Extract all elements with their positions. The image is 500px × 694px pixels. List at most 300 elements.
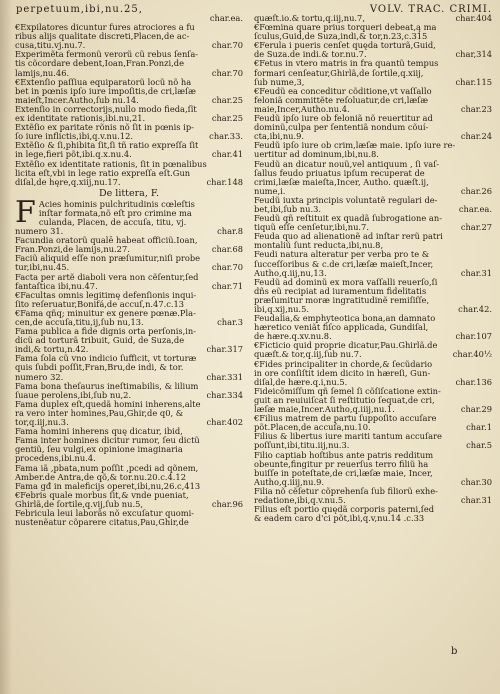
index-line xyxy=(254,241,492,250)
index-entry-reference: char.24 xyxy=(460,132,492,142)
index-entry-reference xyxy=(239,105,243,114)
index-entry-reference xyxy=(488,505,492,514)
index-entry-text: Fama ſola cũ vno indicio ſufficit, vt torturæ xyxy=(15,354,197,364)
index-entry-text: montaliũ ſunt reducta,ibi,nu.8, xyxy=(254,241,384,251)
index-entry-reference: char.ea. xyxy=(458,204,492,214)
index-entry-reference xyxy=(488,414,492,423)
index-entry-reference xyxy=(488,341,492,350)
index-line xyxy=(254,350,492,359)
index-entry-text: Amber.de Antra,de qõ,& tor.nu.20.c.4.12 xyxy=(15,472,186,482)
index-entry-reference xyxy=(488,214,492,223)
index-entry-text: Fran.Ponzi,de lamijs,nu.27. xyxy=(15,245,130,255)
index-line xyxy=(254,205,492,214)
index-line xyxy=(15,354,243,363)
index-entry-text: obeunte,fingitur pr reuerſus terro filiũ ha xyxy=(254,459,429,469)
index-entry-text: Autho,q.iiij,nu.9. xyxy=(254,477,325,487)
index-entry-reference: char.334 xyxy=(206,390,243,400)
index-line xyxy=(15,409,243,418)
index-entry-text: ſo iure inflictis,ibi,q.v.nu.12. xyxy=(15,132,133,142)
index-entry-text: indi,& tortu,n.42. xyxy=(15,345,89,355)
index-entry-reference: char.31 xyxy=(460,268,492,278)
index-line xyxy=(254,196,492,205)
index-entry-text: in ore conſiſtit idem dicito in hæreſi, Gun- xyxy=(254,368,431,378)
index-entry-text: Extẽſio ex identitate rationis, ſit in pœnalibus xyxy=(15,159,207,169)
index-entry-reference xyxy=(488,59,492,68)
index-line xyxy=(254,496,492,505)
index-entry-reference xyxy=(239,382,243,391)
index-entry-reference xyxy=(488,169,492,178)
index-line xyxy=(15,50,243,59)
index-line xyxy=(15,69,243,78)
index-line xyxy=(254,223,492,232)
index-entry-reference: char.26 xyxy=(460,186,492,196)
index-entry-reference xyxy=(239,464,243,473)
index-entry-reference xyxy=(239,491,243,500)
index-line xyxy=(15,160,243,169)
index-entry-text: feloniã committẽte reſoluatur,de cri,læſæ xyxy=(254,95,429,105)
index-entry-text: Extẽſio ex paritate rõnis nõ ſit in pœnis ip- xyxy=(15,123,194,133)
index-entry-reference: char.1 xyxy=(466,423,492,433)
index-line xyxy=(254,50,492,59)
index-entry-reference xyxy=(239,445,243,454)
index-entry-reference xyxy=(239,169,243,178)
index-entry-text: Feudũ ad dominũ ex mora vaſſalli reuerſo,ſi xyxy=(254,277,438,287)
index-entry-reference: char.70 xyxy=(211,68,243,78)
index-entry-reference: char.331 xyxy=(206,372,243,382)
index-entry-text: dñs eũ recipiat ad iuramentum fidelitatis xyxy=(254,286,427,296)
index-line xyxy=(15,78,243,87)
index-entry-text: Feudũ ipſo iure ob feloniã nõ reuertitur ad xyxy=(254,114,433,124)
index-entry-text: ex identitate rationis,ibi.nu,21. xyxy=(15,114,146,124)
index-entry-reference: char.96 xyxy=(211,499,243,509)
index-entry-text: €Fama qñq; minuitur ex genere pœnæ.Pla- xyxy=(15,308,196,318)
index-entry-text: Feudũ ipſo iure ob crim,læſæ maie. ipſo iure re- xyxy=(254,141,456,151)
index-entry-text: læſæ maie,Incer.Autho,q.iiij,nu.1. xyxy=(254,405,395,415)
index-entry-text: põt.Placen,de accuſa,nu.10. xyxy=(254,423,371,433)
index-line xyxy=(254,14,492,23)
index-line xyxy=(254,378,492,387)
index-entry-reference xyxy=(488,287,492,296)
index-entry-reference xyxy=(488,396,492,405)
index-entry-text: Ghirlã,de ſortile,q.vij,ſub nu.5, xyxy=(15,499,144,509)
index-entry-reference xyxy=(239,300,243,309)
index-line xyxy=(254,432,492,441)
index-entry-reference xyxy=(239,78,243,87)
index-entry-text: Filius eſt portio quędã corporis paterni,ſed xyxy=(254,505,435,515)
index-entry-reference xyxy=(239,141,243,150)
right-column-entries xyxy=(254,14,492,523)
index-entry-reference: char.136 xyxy=(455,377,492,387)
index-line xyxy=(254,105,492,114)
index-line xyxy=(254,59,492,68)
index-entry-text: hæretico veniãt fiſco applicada, Gundiſal, xyxy=(254,323,429,333)
index-entry-text: nume,i. xyxy=(254,186,286,196)
index-entry-text: bet in pœnis ipſo iure impoſitis,de cri,læſæ xyxy=(15,86,196,96)
index-entry-text: tiquũ eſſe cenſetur,ibi,nu.7. xyxy=(254,223,369,233)
index-line xyxy=(15,178,243,187)
index-line xyxy=(15,282,243,291)
index-entry-text: nustenẽatur cõparere citatus,Pau,Ghir,de xyxy=(15,518,189,528)
dropcap-line: inſtar formata,nõ eſt pro crimine ma xyxy=(38,208,192,218)
index-line xyxy=(254,405,492,414)
index-entry-reference xyxy=(488,96,492,105)
index-entry-reference xyxy=(488,250,492,259)
index-entry-text: ſub nume,3, xyxy=(254,77,305,87)
index-line xyxy=(254,114,492,123)
index-line xyxy=(15,169,243,178)
index-line xyxy=(254,478,492,487)
index-entry-text: quæſt.io.& tortu,q.iij,nu.7, xyxy=(254,14,365,23)
index-entry-reference xyxy=(488,160,492,169)
index-line xyxy=(254,414,492,423)
index-entry-text: €Ferula i pueris cenſet quęda torturã,Guid, xyxy=(254,41,436,51)
left-column xyxy=(15,14,243,527)
index-line xyxy=(254,423,492,432)
index-line xyxy=(254,123,492,132)
index-entry-reference xyxy=(239,518,243,527)
index-line xyxy=(15,445,243,454)
index-entry-text: dicũ ad torturã tribuit, Guid, de Suza,de xyxy=(15,336,185,346)
index-line xyxy=(15,132,243,141)
index-entry-reference xyxy=(239,354,243,363)
index-line xyxy=(15,327,243,336)
index-line xyxy=(15,509,243,518)
index-entry-text: culanda, Placen, de accuſa, titu, vj. xyxy=(38,217,187,227)
index-line xyxy=(15,150,243,159)
index-entry-reference: char.404 xyxy=(455,14,492,23)
index-entry-reference: char.29 xyxy=(460,405,492,415)
index-entry-text: cusa,titu.vj.nu.7. xyxy=(15,41,86,51)
index-entry-reference xyxy=(239,427,243,436)
index-entry-text: Experimẽta fermonũ verorũ cũ rebus ſenſa- xyxy=(15,50,199,60)
index-line xyxy=(15,400,243,409)
index-entry-text: €Fœmina quare prius torqueri debeat,ą ma xyxy=(254,23,437,33)
index-entry-reference xyxy=(488,323,492,332)
index-line xyxy=(15,363,243,372)
index-entry-text: Fama homini inherens quę dicatur, ibid, xyxy=(15,427,183,437)
index-line xyxy=(254,150,492,159)
index-entry-reference: char.42. xyxy=(458,305,492,314)
index-entry-reference xyxy=(239,336,243,345)
index-entry-reference xyxy=(239,273,243,282)
index-line xyxy=(15,273,243,282)
index-entry-text: cen,de accuſa,titu,ij,ſub nu,13. xyxy=(15,318,144,327)
index-entry-text: fantaſtica ibi,nu.47. xyxy=(15,281,98,291)
index-line xyxy=(254,514,492,523)
index-entry-reference xyxy=(239,32,243,41)
index-entry-reference xyxy=(488,232,492,241)
index-entry-text: €Ficticio quid proprie dicatur,Pau.Ghirlã.de xyxy=(254,341,438,351)
index-entry-reference: char.107 xyxy=(455,332,492,342)
index-entry-reference: char.31 xyxy=(460,495,492,505)
index-entry-reference xyxy=(488,241,492,250)
index-entry-reference xyxy=(488,514,492,523)
index-entry-reference xyxy=(239,436,243,445)
index-line xyxy=(15,318,243,327)
index-line xyxy=(15,23,243,32)
index-entry-text: crimi,læſæ maieſta,Incer, Autho. quæſt.ij, xyxy=(254,177,429,187)
index-entry-reference: char.25 xyxy=(211,95,243,105)
index-entry-reference xyxy=(488,150,492,159)
index-entry-text: €Fetus in vtero matris in fra quantũ tempus xyxy=(254,59,439,69)
index-line xyxy=(15,291,243,300)
index-entry-text: Feudalia,& emphyteotica bona,an damnato xyxy=(254,314,436,324)
index-entry-reference xyxy=(239,23,243,32)
index-entry-reference xyxy=(488,369,492,378)
index-entry-reference xyxy=(488,178,492,187)
index-line xyxy=(15,391,243,400)
index-entry-reference xyxy=(488,314,492,323)
index-entry-text: ſuaue perolens,ibi,ſub nu,2. xyxy=(15,390,132,400)
index-line xyxy=(15,245,243,254)
index-entry-text: €Fides principaliter in chorde,& ſecũdario xyxy=(254,359,433,369)
index-entry-reference: char.71 xyxy=(211,281,243,291)
index-entry-reference: char,314 xyxy=(455,50,492,60)
index-entry-text: buiſſe in poteſtate,de cri,læſæ maie, Incer, xyxy=(254,468,433,478)
index-line xyxy=(15,436,243,445)
index-entry-text: Feudũ an dicatur nouũ,vel antiquum , ſi vaſ- xyxy=(254,159,440,169)
index-line xyxy=(15,336,243,345)
index-entry-text: maie,Incer,Autho.nu.4. xyxy=(254,104,350,114)
index-entry-text: maieſt,Incer.Autho,ſub nu.14. xyxy=(15,95,139,105)
index-line xyxy=(15,382,243,391)
index-entry-text: procedens,ibi.nu.4. xyxy=(15,454,96,464)
index-entry-reference xyxy=(488,41,492,50)
index-entry-reference: char.68 xyxy=(211,245,243,255)
index-line xyxy=(15,41,243,50)
index-entry-text: poſſunt,ibi,titu.iij,nu.3. xyxy=(254,441,350,451)
index-entry-text: gentiũ, ſeu vulgi,ex opinione imaginaria xyxy=(15,445,183,455)
index-entry-text: ſculus,Guid,de Suza,indi,& tor,n.23,c.315 xyxy=(254,32,428,42)
index-entry-text: €Filius matrem de partu ſuppoſito accuſare xyxy=(254,414,437,424)
index-entry-reference xyxy=(488,296,492,305)
section-heading: De littera, F. xyxy=(99,187,159,199)
index-line xyxy=(254,323,492,332)
index-entry-text: ra vero inter homines,Pau,Ghir,de q0, & xyxy=(15,408,184,418)
index-entry-reference xyxy=(239,509,243,518)
index-entry-text: €Feudũ ea conceditur cõditione,vt vaſſallo xyxy=(254,86,432,96)
index-entry-reference xyxy=(488,87,492,96)
index-line xyxy=(15,500,243,509)
index-entry-reference xyxy=(488,114,492,123)
index-entry-reference xyxy=(488,487,492,496)
index-entry-text: dominũ,culpa per ſententiã nondum cõuí- xyxy=(254,123,429,133)
drop-cap-initial: F xyxy=(15,194,36,230)
index-line xyxy=(254,160,492,169)
index-entry-reference xyxy=(488,451,492,460)
left-column-entries-after xyxy=(15,218,243,527)
index-entry-text: diſal,de hære.q.i,nu.5. xyxy=(254,377,348,387)
index-entry-text: Feuda quo ad alienationẽ ad inſtar rerũ patri xyxy=(254,232,443,242)
index-entry-reference: char.5 xyxy=(466,441,492,451)
index-line xyxy=(15,345,243,354)
signature-mark: b xyxy=(451,646,458,657)
index-line xyxy=(15,123,243,132)
index-entry-text: ſito reſeruatur,Bonifá,de accuſ,n.47.c.13 xyxy=(15,299,185,309)
index-entry-reference xyxy=(239,454,243,463)
index-entry-reference: char.ea. xyxy=(209,14,243,23)
running-head-left: perpetuum,ibi,nu.25, xyxy=(16,4,143,15)
index-entry-reference: char.33. xyxy=(209,132,243,142)
index-entry-text: licita eſt,vbi in lege ratio expreſſa eſt.Gun xyxy=(15,168,191,178)
index-line xyxy=(15,236,243,245)
index-line xyxy=(254,460,492,469)
index-line xyxy=(254,23,492,32)
index-entry-reference xyxy=(239,218,243,227)
index-entry-text: guit an reuiuiſcat ſi reſtitutio ſequat,de cri, xyxy=(254,395,435,405)
index-line xyxy=(15,491,243,500)
index-entry-reference xyxy=(488,123,492,132)
index-entry-text: ibi,q.xij,nu.5. xyxy=(254,305,309,314)
index-entry-text: Fama duplex eſt,quedã homini inherens,alte xyxy=(15,399,201,409)
index-entry-text: Fama iã ,pbata,num poſſit ,pcedi ad qõnem, xyxy=(15,463,199,473)
index-line xyxy=(254,441,492,450)
index-entry-reference: char.40½ xyxy=(452,350,492,360)
index-entry-text: Facta per artẽ diaboli vera non cẽſentur,ſed xyxy=(15,272,199,282)
index-line xyxy=(254,278,492,287)
index-entry-reference: char.25 xyxy=(211,114,243,124)
index-entry-reference: char.402 xyxy=(206,418,243,428)
index-line xyxy=(254,232,492,241)
index-entry-text: numero 32. xyxy=(15,372,64,382)
index-entry-text: tis cõcordare debent,Ioan,Fran.Ponzi,de xyxy=(15,59,184,69)
index-line xyxy=(254,332,492,341)
index-entry-reference: char.317 xyxy=(206,345,243,355)
index-entry-reference xyxy=(239,400,243,409)
index-entry-reference: char.8 xyxy=(217,227,243,237)
index-line xyxy=(254,469,492,478)
index-line xyxy=(15,464,243,473)
index-entry-text: diſal,de hęre,q.xiij,nu.17. xyxy=(15,177,121,187)
index-line xyxy=(15,96,243,105)
index-line xyxy=(254,305,492,314)
index-entry-text: Autho,q.iij,nu,13. xyxy=(254,268,327,278)
index-entry-reference: char.23 xyxy=(460,104,492,114)
index-entry-text: Fama gđ in maleficijs operet,ibi,nu,26.c,413 xyxy=(15,481,201,491)
index-line xyxy=(254,505,492,514)
running-head-title: VOLV. TRAC. CRIMI. xyxy=(369,4,492,15)
index-entry-reference xyxy=(239,254,243,263)
index-entry-reference xyxy=(488,360,492,369)
index-entry-text: Fama inter homines dicitur rumor, ſeu dictũ xyxy=(15,436,200,446)
index-line xyxy=(254,32,492,41)
right-column xyxy=(254,14,492,523)
index-line xyxy=(15,141,243,150)
index-entry-text: quæſt.& tor,q.iij,ſub nu.7. xyxy=(254,350,362,360)
index-line xyxy=(15,59,243,68)
index-line xyxy=(254,132,492,141)
index-entry-reference xyxy=(239,327,243,336)
index-entry-reference: char.3 xyxy=(217,318,243,327)
index-entry-reference: char.27 xyxy=(460,223,492,233)
index-line xyxy=(254,269,492,278)
index-entry-text: ſallus feudo priuatus ipſum recuperat de xyxy=(254,168,425,178)
index-line xyxy=(15,454,243,463)
index-line xyxy=(254,314,492,323)
index-entry-reference xyxy=(239,363,243,372)
index-entry-reference xyxy=(488,196,492,205)
index-line xyxy=(254,169,492,178)
index-line xyxy=(15,473,243,482)
index-line xyxy=(254,396,492,405)
index-entry-text: & eadem caro d'ci põt,ibi,q.v,nu.14 .c.33 xyxy=(254,514,425,524)
index-line xyxy=(254,296,492,305)
index-entry-text: Extenſio in correctorijs,nullo modo fieda,ſĩt xyxy=(15,104,197,114)
index-line xyxy=(254,78,492,87)
index-line xyxy=(15,14,243,23)
index-entry-text: Faciũ aliquid eſſe non præſumitur,niſi probe xyxy=(15,254,201,264)
index-entry-reference xyxy=(488,69,492,78)
index-entry-reference xyxy=(488,460,492,469)
index-line xyxy=(15,373,243,382)
index-line xyxy=(254,250,492,259)
left-column-entries-before xyxy=(15,14,243,187)
index-entry-reference xyxy=(488,469,492,478)
index-entry-reference: char.41 xyxy=(211,150,243,160)
index-entry-reference xyxy=(488,387,492,396)
index-line xyxy=(254,96,492,105)
index-entry-text: Extẽſio & ſi,phibita ſit,ſi tñ ratio expreſſa ſit xyxy=(15,141,199,151)
index-entry-reference xyxy=(239,50,243,59)
index-entry-reference xyxy=(239,87,243,96)
index-line xyxy=(15,87,243,96)
index-entry-reference: char.148 xyxy=(206,177,243,187)
index-line xyxy=(254,187,492,196)
index-entry-reference xyxy=(239,309,243,318)
index-line xyxy=(254,451,492,460)
index-line xyxy=(254,360,492,369)
index-entry-reference xyxy=(239,123,243,132)
index-line xyxy=(254,260,492,269)
index-entry-text: Febricula leui laborãs nõ excuſatur quomi- xyxy=(15,508,195,518)
index-line xyxy=(15,309,243,318)
index-line xyxy=(254,87,492,96)
index-entry-text: uertitur ad dominum,ibi,nu.8. xyxy=(254,150,379,160)
index-entry-reference xyxy=(239,482,243,491)
index-line xyxy=(254,341,492,350)
dropcap-line: Acies hominis pulchritudinis cœleſtis xyxy=(38,199,195,209)
index-entry-text: Fama bona theſaurus ineſtimabilis, & lilium xyxy=(15,381,199,391)
index-entry-reference xyxy=(239,236,243,245)
index-line xyxy=(15,114,243,123)
index-entry-text: Facundia oratorũ qualē habeat officiũ.Ioan, xyxy=(15,236,198,246)
index-entry-text: in lege,fieri põt,ibi.q.x.nu.4. xyxy=(15,150,132,160)
index-entry-reference xyxy=(488,432,492,441)
index-entry-reference xyxy=(488,278,492,287)
index-entry-text: Feudi natura alteratur per verba pro te & xyxy=(254,250,430,260)
index-entry-text: numero 31. xyxy=(15,227,64,237)
index-entry-reference xyxy=(239,59,243,68)
index-entry-text: de hære.q.xv.nu.8. xyxy=(254,332,332,342)
index-entry-text: tor,q.iij,nu.3. xyxy=(15,418,69,428)
index-line xyxy=(15,427,243,436)
index-entry-reference xyxy=(488,32,492,41)
index-line xyxy=(254,41,492,50)
index-line xyxy=(15,482,243,491)
index-entry-text: quis ſubdi poſſit,Fran,Bru,de indi, & tor. xyxy=(15,363,184,373)
index-entry-reference xyxy=(488,260,492,269)
index-entry-reference xyxy=(488,141,492,150)
index-entry-text: Fideicõmiſſum qñ ſemel ſi cõſiſcatione extin- xyxy=(254,386,441,396)
index-line xyxy=(254,369,492,378)
index-entry-text: €Expilatores dicuntur fures atrociores a fu xyxy=(15,23,195,33)
index-entry-reference xyxy=(239,473,243,482)
index-entry-reference: char.30 xyxy=(460,477,492,487)
index-line xyxy=(15,300,243,309)
index-entry-text: ribus alijs qualitate discreti,Placen,de ac- xyxy=(15,32,190,42)
index-entry-text: redatione,ibi,q.v.nu.5. xyxy=(254,495,346,505)
index-line xyxy=(39,218,243,227)
